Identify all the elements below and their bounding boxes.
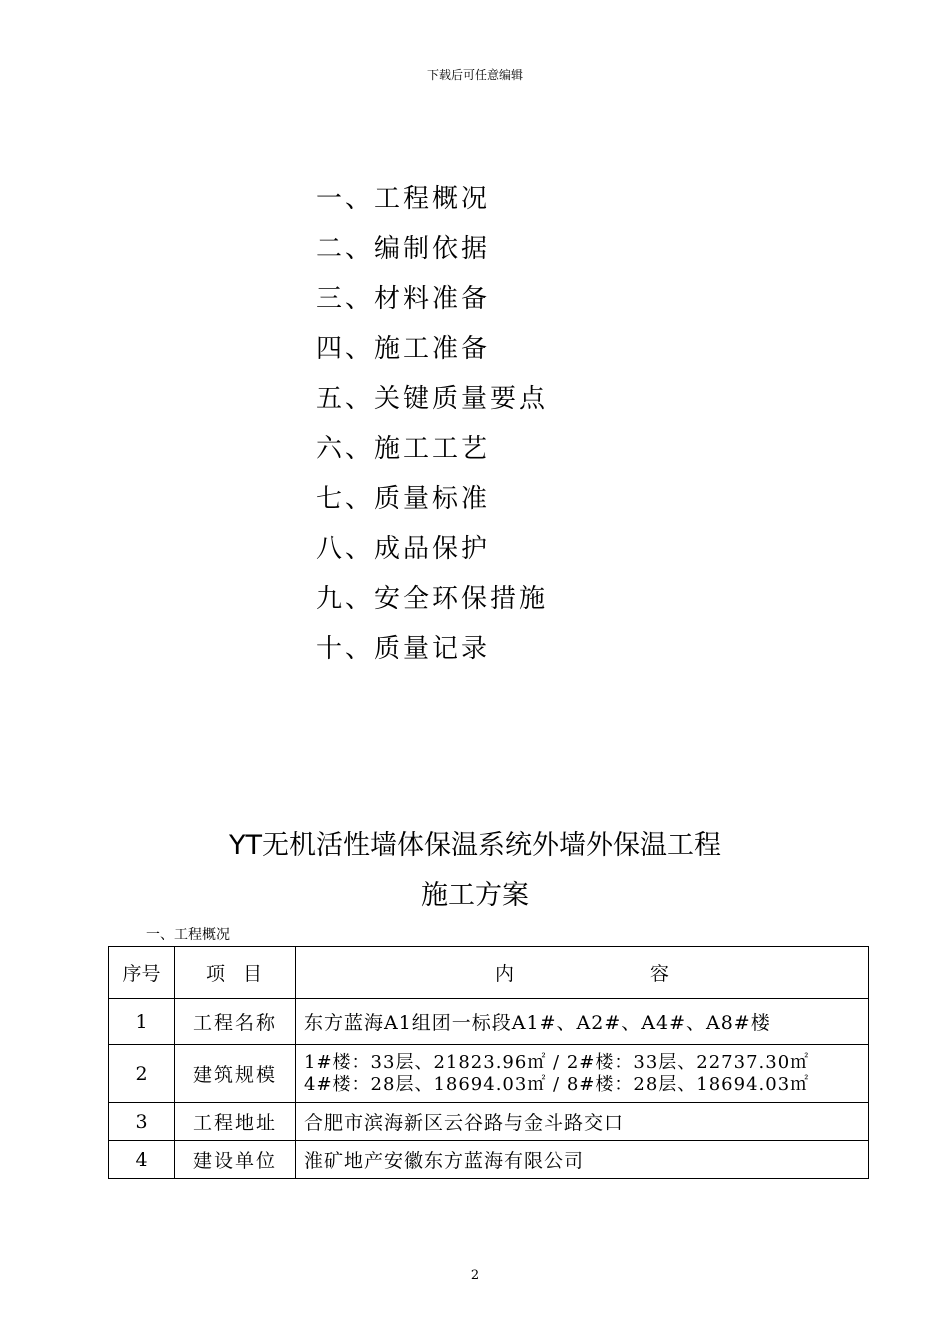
table-row [109,999,869,1045]
row-content [296,1045,869,1103]
header-content [296,947,869,999]
header-note: 下载后可任意编辑 [426,68,523,82]
row-no: 2 [109,1045,175,1103]
row-item: 建设单位 [175,1141,296,1179]
row-item: 工程名称 [175,999,296,1045]
header-item [175,947,296,999]
row-content: 东方蓝海A1组团一标段A1#、A2#、A4#、A8#楼 [296,999,869,1045]
toc-item: 五、关键质量要点 [316,384,549,414]
row-content: 合肥市滨海新区云谷路与金斗路交口 [296,1103,869,1141]
header-content-label-b: 容 [650,963,670,985]
header-content-label-a: 内 [494,963,514,985]
row-content: 淮矿地产安徽东方蓝海有限公司 [296,1141,869,1179]
document-subtitle: 施工方案 [421,880,529,911]
toc-item: 二、编制依据 [316,234,491,264]
scale-line-2: 4#楼：28层、18694.03㎡ / 8#楼：28层、18694.03㎡ [304,1073,810,1095]
table-of-contents [316,178,716,678]
table-header-row [109,947,869,999]
row-item: 工程地址 [175,1103,296,1141]
toc-item: 七、质量标准 [316,484,491,514]
scale-line-1: 1#楼：33层、21823.96㎡ / 2#楼：33层、22737.30㎡ [304,1051,810,1073]
header-item-label: 项 目 [205,963,265,985]
toc-item: 八、成品保护 [316,534,491,564]
table-row [109,1045,869,1103]
toc-item: 一、工程概况 [316,184,491,214]
table-row [109,1141,869,1179]
toc-item: 六、施工工艺 [316,434,491,464]
toc-item: 十、质量记录 [316,634,491,664]
page-number: 2 [470,1268,480,1283]
toc-item: 四、施工准备 [316,334,491,364]
project-overview-table [108,946,869,1179]
row-no: 3 [109,1103,175,1141]
table-row [109,1103,869,1141]
header-no: 序号 [109,947,175,999]
toc-item: 三、材料准备 [316,284,491,314]
row-item: 建筑规模 [175,1045,296,1103]
section-label: 一、工程概况 [146,927,230,943]
row-no: 4 [109,1141,175,1179]
document-title: YT无机活性墙体保温系统外墙外保温工程 [229,830,721,861]
toc-item: 九、安全环保措施 [316,584,549,614]
row-no: 1 [109,999,175,1045]
